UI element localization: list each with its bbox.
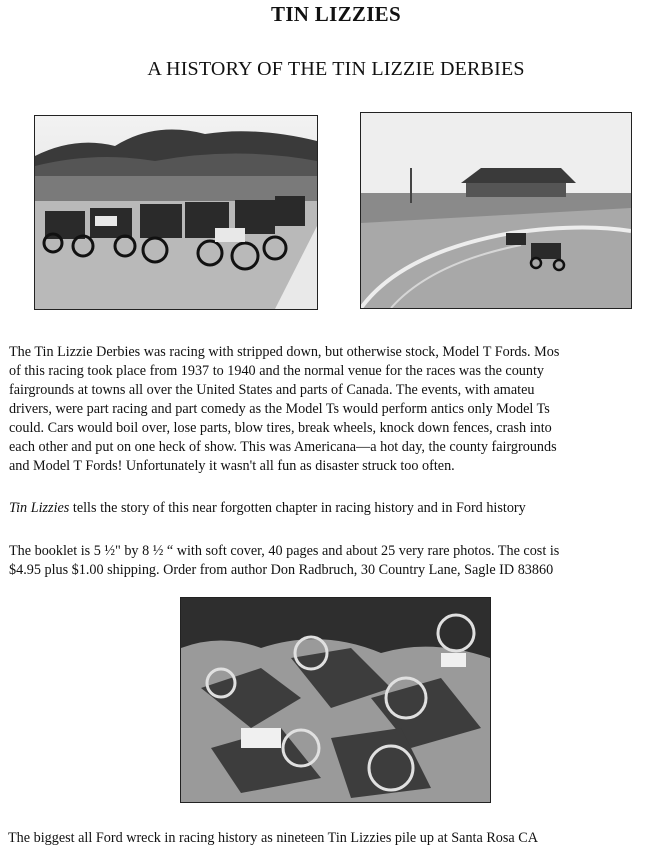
paragraph-line: drivers, were part racing and part comedy as the Model Ts would perform antics only Model Ts xyxy=(9,401,550,417)
paragraph-line: The Tin Lizzie Derbies was racing with stripped down, but otherwise stock, Model T Fords. Mos xyxy=(9,344,560,360)
paragraph-line: could. Cars would boil over, lose parts, blow tires, break wheels, knock down fences, crash into xyxy=(9,420,552,436)
paragraph-line: of this racing took place from 1937 to 1940 and the normal venue for the races was the county xyxy=(9,363,545,379)
intro-paragraph xyxy=(9,343,656,476)
wreck-pileup-photo xyxy=(180,597,491,803)
book-summary-paragraph xyxy=(9,499,656,518)
paragraph-line: $4.95 plus $1.00 shipping. Order from author Don Radbruch, 30 Country Lane, Sagle ID 83860 xyxy=(9,562,554,578)
page-subtitle: A HISTORY OF THE TIN LIZZIE DERBIES xyxy=(147,58,525,80)
race-lineup-photo xyxy=(34,115,318,310)
paragraph-line: each other and put on one heck of show. This was Americana—a hot day, the county fairgrounds xyxy=(9,439,557,455)
order-info-paragraph xyxy=(9,542,656,580)
page-title: TIN LIZZIES xyxy=(271,2,401,26)
paragraph-line: The booklet is 5 ½" by 8 ½ “ with soft cover, 40 pages and about 25 very rare photos. The cost is xyxy=(9,543,560,559)
paragraph-line: fairgrounds at towns all over the United States and parts of Canada. The events, with amateu xyxy=(9,382,535,398)
summary-text: tells the story of this near forgotten chapter in racing history and in Ford history xyxy=(69,500,526,516)
paragraph-line: and Model T Fords! Unfortunately it wasn't all fun as disaster struck too often. xyxy=(9,458,455,474)
race-track-photo xyxy=(360,112,632,309)
book-title-italic: Tin Lizzies xyxy=(9,500,70,516)
photo-caption: The biggest all Ford wreck in racing history as nineteen Tin Lizzies pile up at Santa Rosa CA xyxy=(8,830,538,846)
